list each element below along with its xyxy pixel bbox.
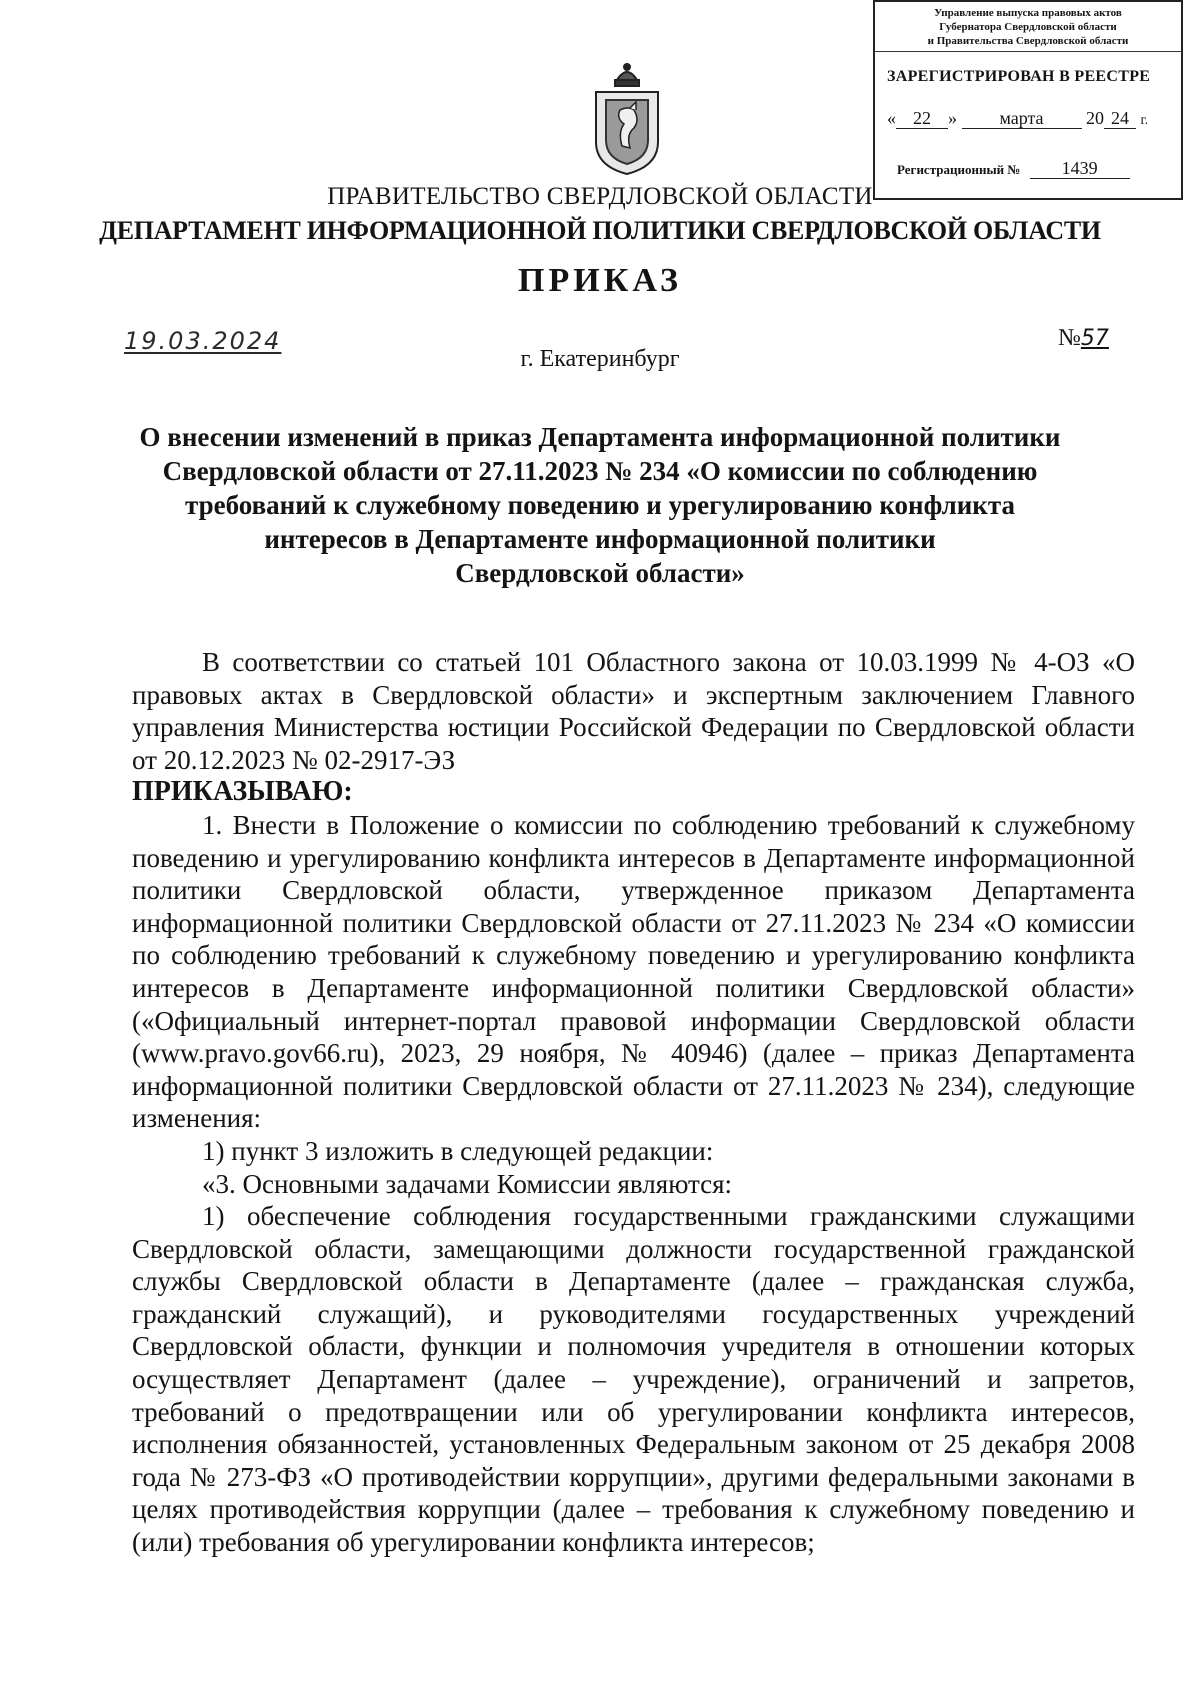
stamp-reg-label: Регистрационный №	[897, 162, 1021, 177]
handwritten-order-number: 57	[1080, 326, 1109, 351]
subject-line: О внесении изменений в приказ Департамента информационной политики	[139, 422, 1061, 452]
stamp-header	[875, 2, 1181, 52]
stamp-year-prefix: 20	[1086, 108, 1104, 128]
task-1-paragraph: 1) обеспечение соблюдения государственными гражданскими служащими Свердловской области, замещающими должности государственной гражданской службы Свердловской области в Департаменте (далее – гражданская служба, гражданский служащий), и руководителями государственных учреждений Свердловской области, функции и полномочия учредителя в отношении которых осуществляет Департамент (далее – учреждение), ограничений и запретов, требований о предотвращении или об урегулировании конфликта интересов, исполнения обязанностей, установленных Федеральным законом от 25 декабря 2008 года № 273-ФЗ «О противодействии коррупции», другими федеральными законами в целях противодействия коррупции (далее – требования к служебному поведению и (или) требования об урегулировании конфликта интересов;	[132, 1201, 1135, 1558]
stamp-year-suffix: 24	[1104, 108, 1136, 129]
stamp-year-mark: г.	[1140, 113, 1149, 128]
stamp-reg-number: 1439	[1030, 158, 1130, 179]
subitem-1-paragraph: 1) пункт 3 изложить в следующей редакции:	[202, 1135, 714, 1166]
order-word: ПРИКАЗЫВАЮ:	[132, 776, 353, 808]
city: г. Екатеринбург	[520, 346, 680, 372]
department-title: ДЕПАРТАМЕНТ ИНФОРМАЦИОННОЙ ПОЛИТИКИ СВЕРДЛОВСКОЙ ОБЛАСТИ	[99, 216, 1101, 245]
government-title: ПРАВИТЕЛЬСТВО СВЕРДЛОВСКОЙ ОБЛАСТИ	[327, 183, 873, 210]
stamp-day: 22	[896, 108, 948, 129]
stamp-header-line: Управление выпуска правовых актов	[934, 7, 1122, 19]
stamp-registered-label: ЗАРЕГИСТРИРОВАН В РЕЕСТРЕ	[887, 68, 1151, 85]
order-number-label: №	[1058, 325, 1081, 351]
coat-of-arms-emblem	[590, 58, 664, 176]
quote-start-paragraph: «3. Основными задачами Комиссии являются:	[202, 1168, 733, 1199]
subject-line: интересов в Департаменте информационной политики	[264, 524, 936, 554]
order-subject	[120, 420, 1080, 590]
handwritten-date: 19.03.2024	[124, 327, 282, 355]
subject-line: Свердловской области от 27.11.2023 № 234 «О комиссии по соблюдению	[162, 456, 1038, 486]
registration-stamp	[873, 0, 1183, 200]
subject-line: Свердловской области»	[455, 558, 745, 588]
subject-line: требований к служебному поведению и урегулированию конфликта	[185, 490, 1015, 520]
stamp-date: « 22 » марта 20 24 г.	[887, 108, 1149, 128]
preamble-paragraph: В соответствии со статьей 101 Областного закона от 10.03.1999 № 4-ОЗ «О правовых актах в Свердловской области» и экспертным заключением Главного управления Министерства юстиции Российской Федерации по Свердловской области от 20.12.2023 № 02-2917-ЭЗ	[132, 647, 1135, 775]
stamp-header-line: Губернатора Свердловской области	[939, 21, 1117, 33]
item-1-paragraph: 1. Внести в Положение о комиссии по соблюдению требований к служебному поведению и урегулированию конфликта интересов в Департаменте информационной политики Свердловской области, утвержденное приказом Департамента информационной политики Свердловской области от 27.11.2023 № 234 «О комиссии по соблюдению требований к служебному поведению и урегулированию конфликта интересов в Департаменте информационной политики Свердловской области» («Официальный интернет-портал правовой информации Свердловской области (www.pravo.gov66.ru), 2023, 29 ноября, № 40946) (далее – приказ Департамента информационной политики Свердловской области от 27.11.2023 № 234), следующие изменения:	[132, 809, 1135, 1134]
stamp-month: марта	[962, 108, 1082, 129]
order-body	[132, 646, 1135, 1559]
stamp-reg-number-row	[897, 158, 1130, 179]
stamp-header-line: и Правительства Свердловской области	[927, 35, 1129, 47]
document-type-title: ПРИКАЗ	[518, 262, 682, 299]
